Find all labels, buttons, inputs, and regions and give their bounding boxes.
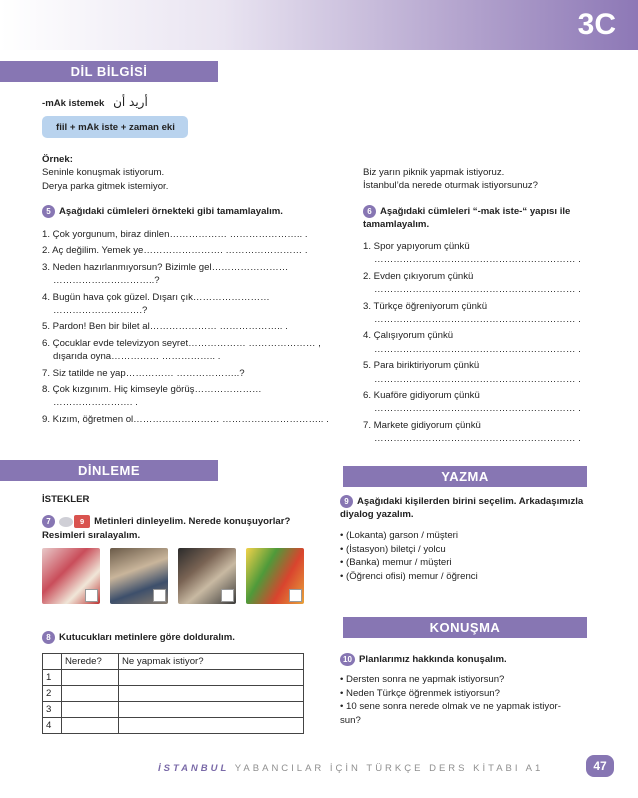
answer-checkbox[interactable] bbox=[289, 589, 302, 602]
rule-arabic: أريد أن bbox=[113, 95, 148, 109]
rule-line bbox=[42, 96, 148, 110]
table-row: 1 bbox=[43, 670, 304, 686]
exercise-instruction: Planlarımız hakkında konuşalım. bbox=[359, 654, 507, 666]
list-item: • (Lokanta) garson / müşteri bbox=[340, 530, 459, 541]
footer-brand: İSTANBUL bbox=[158, 763, 230, 774]
photo-office bbox=[110, 548, 168, 604]
table-header-row bbox=[43, 654, 304, 670]
example-sentence: İstanbul’da nerede oturmak istiyorsunuz? bbox=[363, 180, 538, 192]
rule-label: -mAk istemek bbox=[42, 98, 105, 109]
exercise-instruction: Aşağıdaki cümleleri “-mak iste-“ yapısı ile tamamlayalım. bbox=[363, 206, 571, 231]
exercise-7-title bbox=[42, 515, 312, 542]
example-sentence: Seninle konuşmak istiyorum. bbox=[42, 167, 165, 179]
section-header-konusma: KONUŞMA bbox=[343, 617, 587, 638]
exercise-6-title bbox=[363, 205, 593, 232]
section-header-yazma: YAZMA bbox=[343, 466, 587, 487]
exercise-instruction: Metinleri dinleyelim. Nerede konuşuyorlar? Resimleri sıralayalım. bbox=[42, 516, 291, 541]
answer-table bbox=[42, 653, 304, 734]
list-item: 4. Çalışıyorum çünkü ……………………………………………………… . bbox=[363, 330, 581, 355]
list-item: 9. Kızım, öğretmen ol……………………… ………………………….. . bbox=[42, 413, 329, 425]
list-item: 4. Bugün hava çok güzel. Dışarı çık…………………… ……………………….? bbox=[42, 291, 270, 317]
list-item: 2. Aç değilim. Yemek ye……………………. …………………… . bbox=[42, 245, 308, 257]
list-item: • (Banka) memur / müşteri bbox=[340, 557, 452, 569]
ornek-label: Örnek: bbox=[42, 154, 73, 165]
list-item: • (İstasyon) biletçi / yolcu bbox=[340, 543, 446, 555]
list-item: 5. Para biriktiriyorum çünkü ……………………………………………………… . bbox=[363, 360, 581, 385]
list-item: • (Öğrenci ofisi) memur / öğrenci bbox=[340, 570, 478, 582]
exercise-number-badge: 10 bbox=[340, 653, 355, 666]
section-header-dil-bilgisi: DİL BİLGİSİ bbox=[0, 61, 218, 82]
list-item: 2. Evden çıkıyorum çünkü ……………………………………………………… . bbox=[363, 270, 581, 296]
photo-shopping bbox=[42, 548, 100, 604]
section-header-dinleme: DİNLEME bbox=[0, 460, 218, 481]
audio-track-badge: 9 bbox=[74, 515, 90, 528]
exercise-instruction: Aşağıdaki kişilerden birini seçelim. Arkadaşımızla diyalog yazalım. bbox=[340, 496, 584, 521]
exercise-5-list bbox=[42, 228, 342, 429]
exercise-number-badge: 7 bbox=[42, 515, 55, 528]
list-item: 7. Markete gidiyorum çünkü ……………………………………………………… . bbox=[363, 419, 581, 445]
example-sentence: Derya parka gitmek istemiyor. bbox=[42, 180, 169, 192]
answer-checkbox[interactable] bbox=[221, 589, 234, 602]
exercise-10-title bbox=[340, 653, 507, 666]
unit-label: 3C bbox=[577, 8, 616, 41]
page-number: 47 bbox=[586, 755, 614, 777]
exercise-number-badge: 8 bbox=[42, 631, 55, 644]
exercise-number-badge: 9 bbox=[340, 495, 353, 508]
exercise-instruction: Aşağıdaki cümleleri örnekteki gibi tamamlayalım. bbox=[59, 206, 283, 218]
exercise-number-badge: 5 bbox=[42, 205, 55, 218]
answer-checkbox[interactable] bbox=[153, 589, 166, 602]
list-item: 1. Çok yorgunum, biraz dinlen……………… ………………….. . bbox=[42, 229, 308, 240]
list-item: 6. Kuaföre gidiyorum çünkü ……………………………………………………… . bbox=[363, 390, 581, 415]
example-sentence: Biz yarın piknik yapmak istiyoruz. bbox=[363, 167, 505, 178]
formula-box: fiil + mAk iste + zaman eki bbox=[42, 116, 188, 138]
exercise-9-list bbox=[340, 529, 478, 583]
exercise-8-title bbox=[42, 631, 235, 644]
list-item: 1. Spor yapıyorum çünkü ……………………………………………………… . bbox=[363, 241, 581, 266]
list-item: • Dersten sonra ne yapmak istiyorsun? bbox=[340, 674, 505, 685]
answer-checkbox[interactable] bbox=[85, 589, 98, 602]
exercise-10-list bbox=[340, 673, 590, 727]
list-item: sun? bbox=[340, 714, 361, 726]
table-row: 3 bbox=[43, 702, 304, 718]
exercise-5-title bbox=[42, 205, 342, 218]
exercise-6-list bbox=[363, 240, 593, 449]
top-banner bbox=[0, 0, 638, 50]
list-item: 6. Çocuklar evde televizyon seyret……………… ………………… , dışarıda oyna…………… …………….. . bbox=[42, 337, 321, 363]
table-row: 4 bbox=[43, 718, 304, 734]
list-item: 3. Türkçe öğreniyorum çünkü ……………………………………………………… . bbox=[363, 300, 581, 326]
examples-left bbox=[42, 153, 168, 193]
exercise-number-badge: 6 bbox=[363, 205, 376, 218]
exercise-9-title bbox=[340, 495, 600, 522]
list-item: 8. Çok kızgınım. Hiç kimseyle görüş………………… ……………………. . bbox=[42, 384, 262, 409]
cd-icon bbox=[59, 517, 73, 527]
dinleme-subtitle: İSTEKLER bbox=[42, 494, 90, 505]
column-header: Ne yapmak istiyor? bbox=[119, 654, 304, 670]
list-item: • 10 sene sonra nerede olmak ve ne yapmak istiyor- bbox=[340, 701, 561, 713]
book-title-footer bbox=[158, 763, 543, 774]
exercise-instruction: Kutucukları metinlere göre dolduralım. bbox=[59, 632, 235, 644]
list-item: 7. Siz tatilde ne yap…………… ………………..? bbox=[42, 367, 245, 379]
footer-book-name: YABANCILAR İÇİN TÜRKÇE DERS KİTABI A1 bbox=[234, 763, 544, 774]
photo-market bbox=[246, 548, 304, 604]
column-header: Nerede? bbox=[62, 654, 119, 670]
list-item: 5. Pardon! Ben bir bilet al………………… ……………….. . bbox=[42, 321, 288, 333]
table-row: 2 bbox=[43, 686, 304, 702]
list-item: • Neden Türkçe öğrenmek istiyorsun? bbox=[340, 687, 500, 699]
examples-right bbox=[363, 166, 538, 193]
photo-hairdresser bbox=[178, 548, 236, 604]
list-item: 3. Neden hazırlanmıyorsun? Bizimle gel…………………… …………………………..? bbox=[42, 261, 289, 287]
